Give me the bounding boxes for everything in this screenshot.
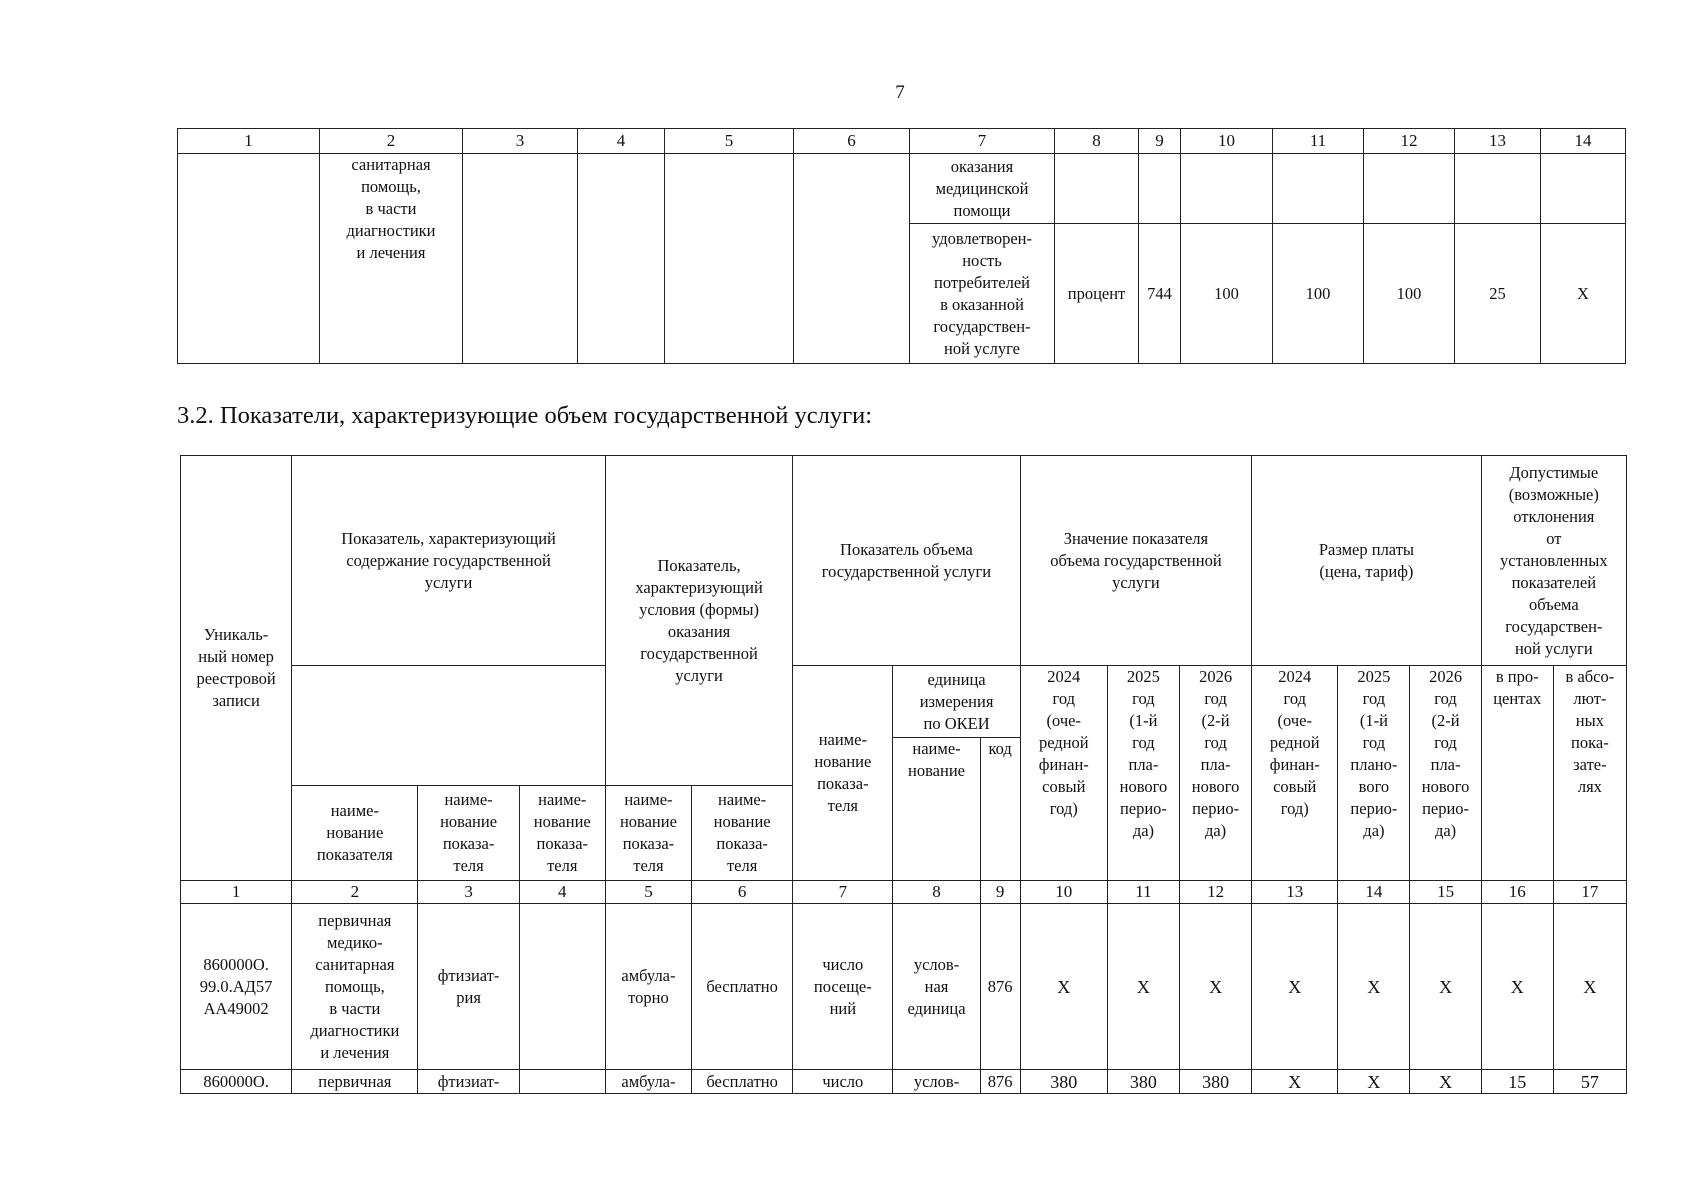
value-cell: X (1020, 904, 1107, 1070)
table-row (181, 1070, 1627, 1094)
table-header-row (181, 456, 1627, 666)
col-index: 8 (1055, 129, 1139, 154)
col-index: 14 (1541, 129, 1626, 154)
value-cell: 380 (1180, 1070, 1252, 1094)
col-index: 4 (578, 129, 665, 154)
col-index: 7 (793, 881, 893, 904)
deviation-cell: X (1553, 904, 1626, 1070)
code-cell: 744 (1139, 224, 1181, 364)
section-title: 3.2. Показатели, характеризующие объем государственной услуги: (177, 402, 873, 429)
deviation-percent-header: в про- центах (1481, 666, 1553, 881)
volume-name-cell: число (793, 1070, 893, 1094)
price-2024-header: 2024 год (оче- редной финан- совый год) (1252, 666, 1338, 881)
price-cell: X (1252, 1070, 1338, 1094)
unique-number-cell: 860000О. (181, 1070, 292, 1094)
col-index: 11 (1107, 881, 1179, 904)
content-cell: фтизиат- рия (418, 904, 519, 1070)
value-cell: X (1541, 224, 1626, 364)
table-header-row (178, 129, 1626, 154)
deviation-absolute-header: в абсо- лют- ных пока- зате- лях (1553, 666, 1626, 881)
volume-name-header: наиме- нование показа- теля (793, 666, 893, 881)
col-index: 5 (665, 129, 794, 154)
empty-cell (1364, 154, 1455, 224)
price-cell: X (1338, 904, 1410, 1070)
volume-name-cell: число посеще- ний (793, 904, 893, 1070)
value-cell: X (1180, 904, 1252, 1070)
value-2026-header: 2026 год (2-й год пла- нового перио- да) (1180, 666, 1252, 881)
col-index: 9 (1139, 129, 1181, 154)
content-cell (519, 904, 605, 1070)
col-index: 1 (178, 129, 320, 154)
table-row (178, 154, 1626, 224)
unit-code-cell: 876 (980, 904, 1020, 1070)
volume-indicators-table (180, 455, 1627, 1094)
empty-cell (292, 666, 606, 786)
empty-cell (1181, 154, 1273, 224)
deviation-cell: 15 (1481, 1070, 1553, 1094)
empty-cell (1541, 154, 1626, 224)
content-cell: фтизиат- (418, 1070, 519, 1094)
unique-number-header: Уникаль- ный номер реестровой записи (181, 456, 292, 881)
col-index: 6 (794, 129, 910, 154)
content-name-header: наиме- нование показателя (292, 786, 418, 881)
unit-code-header: код (980, 738, 1020, 881)
col-index: 1 (181, 881, 292, 904)
table-row (181, 904, 1627, 1070)
content-name-header: наиме- нование показа- теля (519, 786, 605, 881)
content-cell: первичная (292, 1070, 418, 1094)
empty-cell (1055, 154, 1139, 224)
value-cell: 100 (1273, 224, 1364, 364)
indicator-value-header: Значение показателя объема государственной услуги (1020, 456, 1251, 666)
volume-indicator-header: Показатель объема государственной услуги (793, 456, 1020, 666)
price-cell: X (1338, 1070, 1410, 1094)
empty-cell (794, 154, 910, 364)
col-index: 16 (1481, 881, 1553, 904)
col-index: 5 (605, 881, 691, 904)
content-name-header: наиме- нование показа- теля (418, 786, 519, 881)
content-cell (519, 1070, 605, 1094)
unit-cell: процент (1055, 224, 1139, 364)
col-index: 10 (1020, 881, 1107, 904)
col-index: 12 (1364, 129, 1455, 154)
price-header: Размер платы (цена, тариф) (1252, 456, 1481, 666)
col-index: 15 (1410, 881, 1481, 904)
col-index: 4 (519, 881, 605, 904)
conditions-indicator-header: Показатель, характеризующий условия (формы) оказания государственной услуги (605, 456, 792, 786)
value-cell: 100 (1364, 224, 1455, 364)
column-index-row (181, 881, 1627, 904)
col-index: 13 (1252, 881, 1338, 904)
empty-cell (1139, 154, 1181, 224)
unit-name-header: наиме- нование (893, 738, 980, 881)
unit-okei-header: единица измерения по ОКЕИ (893, 666, 1020, 738)
empty-cell (463, 154, 578, 364)
content-cell: первичная медико- санитарная помощь, в части диагностики и лечения (292, 904, 418, 1070)
price-cell: X (1252, 904, 1338, 1070)
col-index: 2 (320, 129, 463, 154)
deviation-cell: 57 (1553, 1070, 1626, 1094)
value-cell: 380 (1020, 1070, 1107, 1094)
price-cell: X (1410, 1070, 1481, 1094)
condition-cell: амбула- (605, 1070, 691, 1094)
price-2026-header: 2026 год (2-й год пла- нового перио- да) (1410, 666, 1481, 881)
col-index: 14 (1338, 881, 1410, 904)
col-index: 2 (292, 881, 418, 904)
unit-name-cell: услов- ная единица (893, 904, 980, 1070)
value-2025-header: 2025 год (1-й год пла- нового перио- да) (1107, 666, 1179, 881)
empty-cell (1455, 154, 1541, 224)
col-index: 9 (980, 881, 1020, 904)
condition-name-header: наиме- нование показа- теля (692, 786, 793, 881)
value-cell: 100 (1181, 224, 1273, 364)
col-index: 8 (893, 881, 980, 904)
service-content-cell: санитарная помощь, в части диагностики и лечения (320, 154, 463, 364)
continuation-table (177, 128, 1626, 364)
empty-cell (178, 154, 320, 364)
deviation-header: Допустимые (возможные) отклонения от установленных показателей объема государствен- ной услуги (1481, 456, 1626, 666)
indicator-name-cell: удовлетворен- ность потребителей в оказанной государствен- ной услуге (910, 224, 1055, 364)
deviation-cell: X (1481, 904, 1553, 1070)
indicator-name-cell: оказания медицинской помощи (910, 154, 1055, 224)
value-cell: X (1107, 904, 1179, 1070)
col-index: 7 (910, 129, 1055, 154)
unit-code-cell: 876 (980, 1070, 1020, 1094)
unique-number-cell: 860000О. 99.0.АД57 АА49002 (181, 904, 292, 1070)
col-index: 10 (1181, 129, 1273, 154)
empty-cell (578, 154, 665, 364)
price-2025-header: 2025 год (1-й год плано- вого перио- да) (1338, 666, 1410, 881)
col-index: 6 (692, 881, 793, 904)
value-cell: 380 (1107, 1070, 1179, 1094)
value-2024-header: 2024 год (оче- редной финан- совый год) (1020, 666, 1107, 881)
col-index: 12 (1180, 881, 1252, 904)
col-index: 17 (1553, 881, 1626, 904)
col-index: 3 (418, 881, 519, 904)
col-index: 3 (463, 129, 578, 154)
page-number: 7 (895, 82, 905, 103)
empty-cell (665, 154, 794, 364)
col-index: 11 (1273, 129, 1364, 154)
unit-name-cell: услов- (893, 1070, 980, 1094)
value-cell: 25 (1455, 224, 1541, 364)
condition-cell: амбула- торно (605, 904, 691, 1070)
condition-cell: бесплатно (692, 1070, 793, 1094)
table-header-row (181, 666, 1627, 738)
empty-cell (1273, 154, 1364, 224)
price-cell: X (1410, 904, 1481, 1070)
content-indicator-header: Показатель, характеризующий содержание государственной услуги (292, 456, 606, 666)
condition-name-header: наиме- нование показа- теля (605, 786, 691, 881)
condition-cell: бесплатно (692, 904, 793, 1070)
col-index: 13 (1455, 129, 1541, 154)
